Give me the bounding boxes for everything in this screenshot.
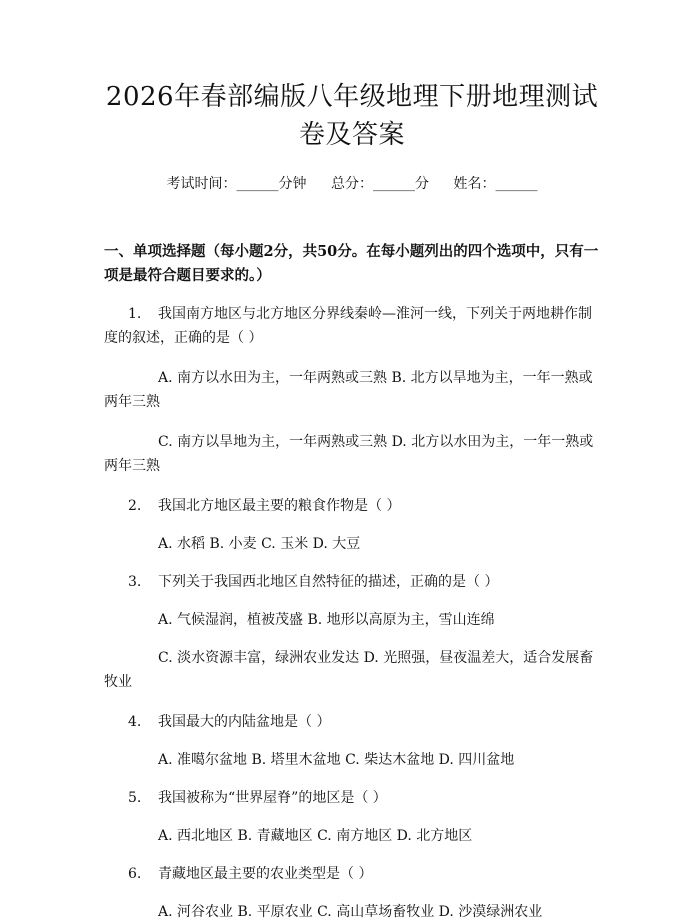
student-name-field: 姓名：______ [453, 176, 538, 192]
question-3 [104, 570, 600, 594]
question-3-options-line-1: A. 气候湿润，植被茂盛 B. 地形以高原为主，雪山连绵 [158, 612, 495, 628]
question-stem: 下列关于我国西北地区自然特征的描述，正确的是（ ） [158, 574, 499, 590]
question-2-options: A. 水稻 B. 小麦 C. 玉米 D. 大豆 [158, 536, 361, 552]
question-stem: 我国最大的内陆盆地是（ ） [158, 714, 331, 730]
question-5 [104, 786, 600, 810]
total-score-field: 总分：______分 [331, 176, 429, 192]
question-4 [104, 710, 600, 734]
question-number: 2. [128, 498, 142, 514]
question-1-options-line-1: A. 南方以水田为主，一年两熟或三熟 B. 北方以旱地为主，一年一熟或两年三熟 [104, 370, 593, 410]
question-2 [104, 494, 600, 518]
question-stem: 我国南方地区与北方地区分界线秦岭—淮河一线，下列关于两地耕作制度的叙述，正确的是（ ） [104, 306, 592, 346]
question-stem: 青藏地区最主要的农业类型是（ ） [158, 866, 373, 882]
question-number: 6. [128, 866, 142, 882]
question-4-options: A. 准噶尔盆地 B. 塔里木盆地 C. 柴达木盆地 D. 四川盆地 [158, 752, 515, 768]
question-6 [104, 862, 600, 886]
question-number: 4. [128, 714, 142, 730]
question-1-options-line-2: C. 南方以旱地为主，一年两熟或三熟 D. 北方以水田为主，一年一熟或两年三熟 [104, 434, 594, 474]
page-title: 2026年春部编版八年级地理下册地理测试卷及答案 [105, 82, 599, 150]
section-heading: 一、单项选择题（每小题2分，共50分。在每小题列出的四个选项中，只有一项是最符合题目要求的。） [104, 243, 599, 284]
question-5-options: A. 西北地区 B. 青藏地区 C. 南方地区 D. 北方地区 [158, 828, 473, 844]
exam-time-field: 考试时间：______分钟 [166, 176, 307, 192]
exam-info [104, 174, 600, 194]
question-stem: 我国北方地区最主要的粮食作物是（ ） [158, 498, 401, 514]
question-stem: 我国被称为“世界屋脊”的地区是（ ） [158, 790, 387, 806]
question-6-options: A. 河谷农业 B. 平原农业 C. 高山草场畜牧业 D. 沙漠绿洲农业 [158, 904, 543, 920]
question-number: 3. [128, 574, 142, 590]
question-1 [104, 302, 600, 350]
question-number: 5. [128, 790, 142, 806]
question-3-options-line-2: C. 淡水资源丰富，绿洲农业发达 D. 光照强，昼夜温差大，适合发展畜牧业 [104, 650, 594, 690]
question-number: 1. [128, 306, 142, 322]
